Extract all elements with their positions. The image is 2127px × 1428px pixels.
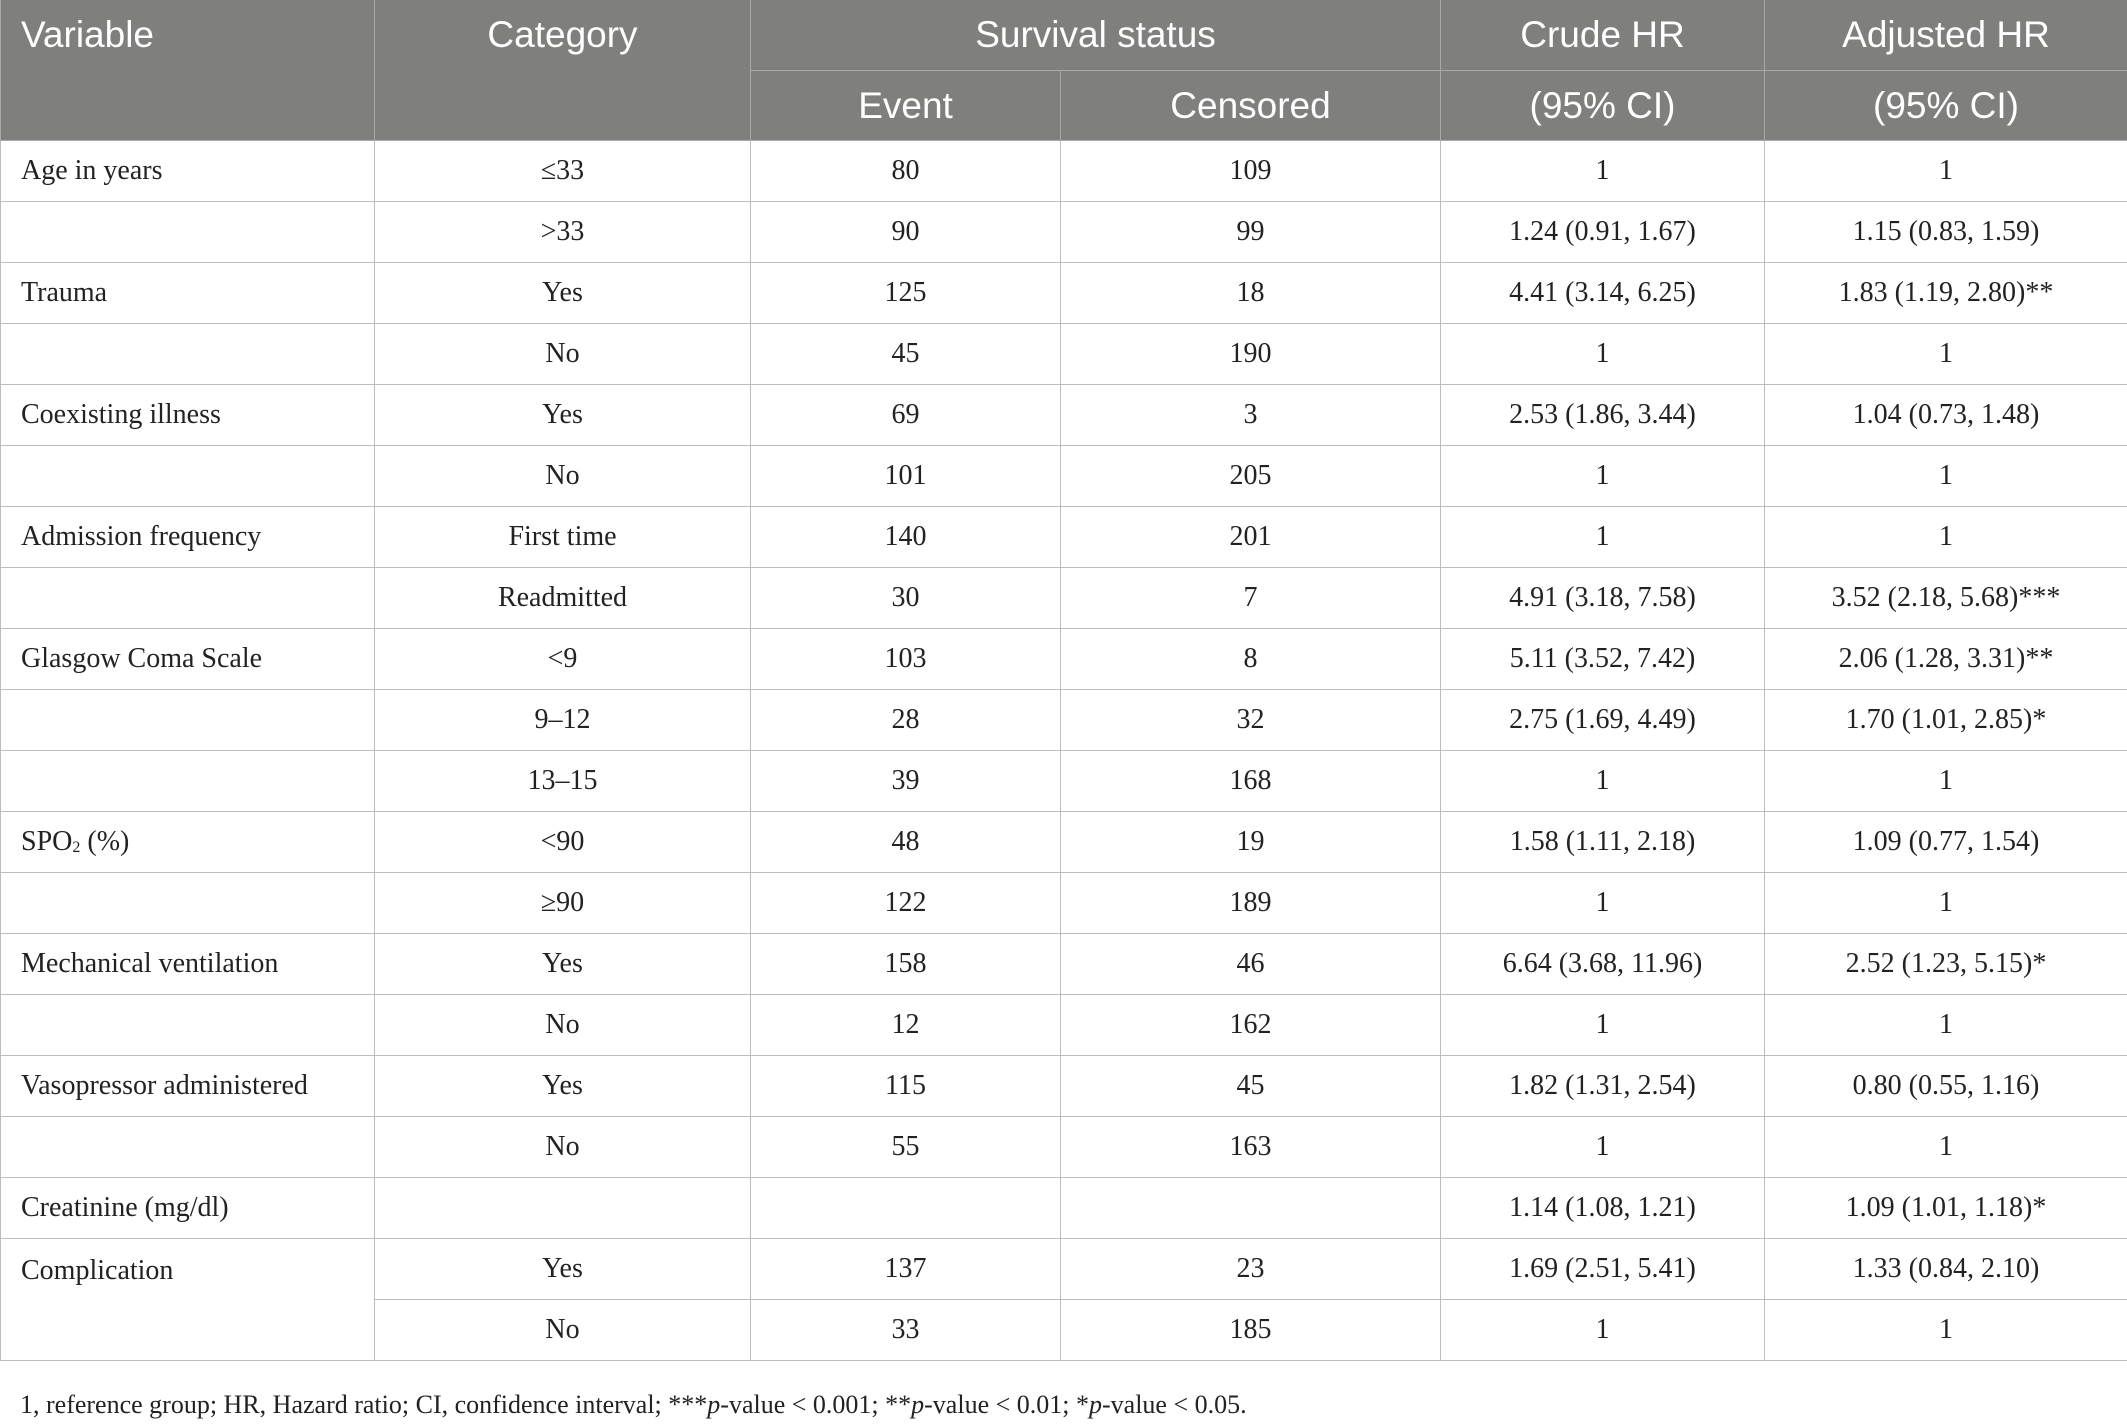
table-row xyxy=(1,446,2127,507)
spo2-prefix: SPO xyxy=(21,826,73,857)
adjusted-hr-cell: 2.06 (1.28, 3.31)** xyxy=(1765,629,2127,690)
event-cell: 45 xyxy=(751,324,1061,385)
event-cell: 28 xyxy=(751,690,1061,751)
variable-cell: Mechanical ventilation xyxy=(1,934,375,995)
category-cell: Yes xyxy=(375,1056,751,1117)
category-cell: No xyxy=(375,324,751,385)
footnote-part-4: -value < 0.05. xyxy=(1102,1390,1247,1419)
header-crude-hr: Crude HR xyxy=(1441,0,1765,71)
header-variable: Variable xyxy=(1,0,375,141)
variable-cell: Creatinine (mg/dl) xyxy=(1,1178,375,1239)
category-cell: No xyxy=(375,995,751,1056)
adjusted-hr-cell: 1.33 (0.84, 2.10) xyxy=(1765,1239,2127,1300)
crude-hr-cell: 1 xyxy=(1441,751,1765,812)
table-row xyxy=(1,568,2127,629)
table-row xyxy=(1,629,2127,690)
header-censored: Censored xyxy=(1061,71,1441,141)
event-cell: 12 xyxy=(751,995,1061,1056)
adjusted-hr-cell: 1 xyxy=(1765,751,2127,812)
table-row xyxy=(1,812,2127,873)
table-row xyxy=(1,1178,2127,1239)
adjusted-hr-cell: 1 xyxy=(1765,446,2127,507)
crude-hr-cell: 1 xyxy=(1441,873,1765,934)
header-category: Category xyxy=(375,0,751,141)
category-cell: No xyxy=(375,1117,751,1178)
event-cell: 125 xyxy=(751,263,1061,324)
crude-hr-cell: 1 xyxy=(1441,995,1765,1056)
footnote-p-italic-1: p xyxy=(707,1390,721,1419)
header-survival-status: Survival status xyxy=(751,0,1441,71)
crude-hr-cell: 5.11 (3.52, 7.42) xyxy=(1441,629,1765,690)
footnote-p-italic-2: p xyxy=(911,1390,925,1419)
variable-cell xyxy=(1,568,375,629)
censored-cell: 19 xyxy=(1061,812,1441,873)
censored-cell: 23 xyxy=(1061,1239,1441,1300)
censored-cell: 46 xyxy=(1061,934,1441,995)
event-cell: 137 xyxy=(751,1239,1061,1300)
header-adjusted-ci: (95% CI) xyxy=(1765,71,2127,141)
adjusted-hr-cell: 1.09 (0.77, 1.54) xyxy=(1765,812,2127,873)
event-cell: 55 xyxy=(751,1117,1061,1178)
adjusted-hr-cell: 1 xyxy=(1765,507,2127,568)
censored-cell: 109 xyxy=(1061,141,1441,202)
table-row xyxy=(1,324,2127,385)
table-row xyxy=(1,873,2127,934)
category-cell: 13–15 xyxy=(375,751,751,812)
header-crude-ci: (95% CI) xyxy=(1441,71,1765,141)
adjusted-hr-cell: 1 xyxy=(1765,1300,2127,1361)
footnote-part-2: -value < 0.001; ** xyxy=(720,1390,912,1419)
event-cell: 69 xyxy=(751,385,1061,446)
variable-cell xyxy=(1,1117,375,1178)
censored-cell: 190 xyxy=(1061,324,1441,385)
table-row xyxy=(1,1056,2127,1117)
footnote-part-3: -value < 0.01; * xyxy=(924,1390,1089,1419)
table-body xyxy=(1,141,2127,1361)
category-cell: ≤33 xyxy=(375,141,751,202)
adjusted-hr-cell: 1.09 (1.01, 1.18)* xyxy=(1765,1178,2127,1239)
censored-cell: 189 xyxy=(1061,873,1441,934)
table-row xyxy=(1,1117,2127,1178)
variable-cell xyxy=(1,690,375,751)
category-cell: No xyxy=(375,1300,751,1361)
adjusted-hr-cell: 1 xyxy=(1765,141,2127,202)
event-cell: 122 xyxy=(751,873,1061,934)
table-row xyxy=(1,385,2127,446)
category-cell: First time xyxy=(375,507,751,568)
variable-cell xyxy=(1,202,375,263)
table-row xyxy=(1,934,2127,995)
crude-hr-cell: 2.75 (1.69, 4.49) xyxy=(1441,690,1765,751)
censored-cell: 7 xyxy=(1061,568,1441,629)
footnote-part-1: 1, reference group; HR, Hazard ratio; CI, confidence interval; *** xyxy=(20,1390,708,1419)
adjusted-hr-cell: 2.52 (1.23, 5.15)* xyxy=(1765,934,2127,995)
variable-cell xyxy=(1,873,375,934)
event-cell: 30 xyxy=(751,568,1061,629)
adjusted-hr-cell: 1.04 (0.73, 1.48) xyxy=(1765,385,2127,446)
table-row xyxy=(1,507,2127,568)
variable-cell: Complication xyxy=(1,1239,375,1361)
crude-hr-cell: 1.58 (1.11, 2.18) xyxy=(1441,812,1765,873)
category-cell: 9–12 xyxy=(375,690,751,751)
variable-cell-spo2 xyxy=(1,812,375,873)
censored-cell: 18 xyxy=(1061,263,1441,324)
header-event: Event xyxy=(751,71,1061,141)
category-cell: ≥90 xyxy=(375,873,751,934)
variable-cell: Glasgow Coma Scale xyxy=(1,629,375,690)
adjusted-hr-cell: 0.80 (0.55, 1.16) xyxy=(1765,1056,2127,1117)
censored-cell: 8 xyxy=(1061,629,1441,690)
censored-cell: 168 xyxy=(1061,751,1441,812)
censored-cell: 185 xyxy=(1061,1300,1441,1361)
censored-cell: 201 xyxy=(1061,507,1441,568)
variable-cell: Admission frequency xyxy=(1,507,375,568)
crude-hr-cell: 1 xyxy=(1441,324,1765,385)
category-cell: Yes xyxy=(375,385,751,446)
crude-hr-cell: 4.91 (3.18, 7.58) xyxy=(1441,568,1765,629)
table-footnote xyxy=(20,1390,1247,1420)
event-cell: 33 xyxy=(751,1300,1061,1361)
category-cell xyxy=(375,1178,751,1239)
crude-hr-cell: 1 xyxy=(1441,1117,1765,1178)
crude-hr-cell: 1 xyxy=(1441,141,1765,202)
table-header xyxy=(1,0,2127,141)
spo2-suffix: (%) xyxy=(80,826,130,857)
category-cell: Yes xyxy=(375,934,751,995)
table-row xyxy=(1,690,2127,751)
event-cell: 39 xyxy=(751,751,1061,812)
crude-hr-cell: 4.41 (3.14, 6.25) xyxy=(1441,263,1765,324)
variable-cell: Trauma xyxy=(1,263,375,324)
crude-hr-cell: 1 xyxy=(1441,507,1765,568)
crude-hr-cell: 1.24 (0.91, 1.67) xyxy=(1441,202,1765,263)
variable-cell: Coexisting illness xyxy=(1,385,375,446)
table-row xyxy=(1,263,2127,324)
adjusted-hr-cell: 1 xyxy=(1765,995,2127,1056)
censored-cell: 32 xyxy=(1061,690,1441,751)
event-cell xyxy=(751,1178,1061,1239)
table-row xyxy=(1,202,2127,263)
event-cell: 103 xyxy=(751,629,1061,690)
spo2-subscript: 2 xyxy=(72,839,81,856)
censored-cell: 205 xyxy=(1061,446,1441,507)
variable-cell: Vasopressor administered xyxy=(1,1056,375,1117)
crude-hr-cell: 1 xyxy=(1441,1300,1765,1361)
censored-cell: 45 xyxy=(1061,1056,1441,1117)
censored-cell xyxy=(1061,1178,1441,1239)
category-cell: <9 xyxy=(375,629,751,690)
category-cell: Yes xyxy=(375,1239,751,1300)
variable-cell xyxy=(1,324,375,385)
adjusted-hr-cell: 1.70 (1.01, 2.85)* xyxy=(1765,690,2127,751)
footnote-p-italic-3: p xyxy=(1089,1390,1102,1419)
table-row xyxy=(1,995,2127,1056)
category-cell: <90 xyxy=(375,812,751,873)
variable-cell: Age in years xyxy=(1,141,375,202)
event-cell: 48 xyxy=(751,812,1061,873)
adjusted-hr-cell: 1 xyxy=(1765,873,2127,934)
event-cell: 115 xyxy=(751,1056,1061,1117)
event-cell: 158 xyxy=(751,934,1061,995)
variable-cell xyxy=(1,446,375,507)
censored-cell: 162 xyxy=(1061,995,1441,1056)
category-cell: No xyxy=(375,446,751,507)
crude-hr-cell: 1.82 (1.31, 2.54) xyxy=(1441,1056,1765,1117)
category-cell: Readmitted xyxy=(375,568,751,629)
category-cell: Yes xyxy=(375,263,751,324)
censored-cell: 3 xyxy=(1061,385,1441,446)
category-cell: >33 xyxy=(375,202,751,263)
table-row xyxy=(1,141,2127,202)
event-cell: 140 xyxy=(751,507,1061,568)
adjusted-hr-cell: 1.15 (0.83, 1.59) xyxy=(1765,202,2127,263)
crude-hr-cell: 2.53 (1.86, 3.44) xyxy=(1441,385,1765,446)
crude-hr-cell: 6.64 (3.68, 11.96) xyxy=(1441,934,1765,995)
crude-hr-cell: 1.14 (1.08, 1.21) xyxy=(1441,1178,1765,1239)
table-row xyxy=(1,1239,2127,1300)
crude-hr-cell: 1 xyxy=(1441,446,1765,507)
crude-hr-cell: 1.69 (2.51, 5.41) xyxy=(1441,1239,1765,1300)
event-cell: 101 xyxy=(751,446,1061,507)
censored-cell: 99 xyxy=(1061,202,1441,263)
variable-cell xyxy=(1,995,375,1056)
adjusted-hr-cell: 1.83 (1.19, 2.80)** xyxy=(1765,263,2127,324)
adjusted-hr-cell: 1 xyxy=(1765,324,2127,385)
adjusted-hr-cell: 3.52 (2.18, 5.68)*** xyxy=(1765,568,2127,629)
variable-cell xyxy=(1,751,375,812)
adjusted-hr-cell: 1 xyxy=(1765,1117,2127,1178)
table-row xyxy=(1,751,2127,812)
event-cell: 80 xyxy=(751,141,1061,202)
event-cell: 90 xyxy=(751,202,1061,263)
header-adjusted-hr: Adjusted HR xyxy=(1765,0,2127,71)
censored-cell: 163 xyxy=(1061,1117,1441,1178)
